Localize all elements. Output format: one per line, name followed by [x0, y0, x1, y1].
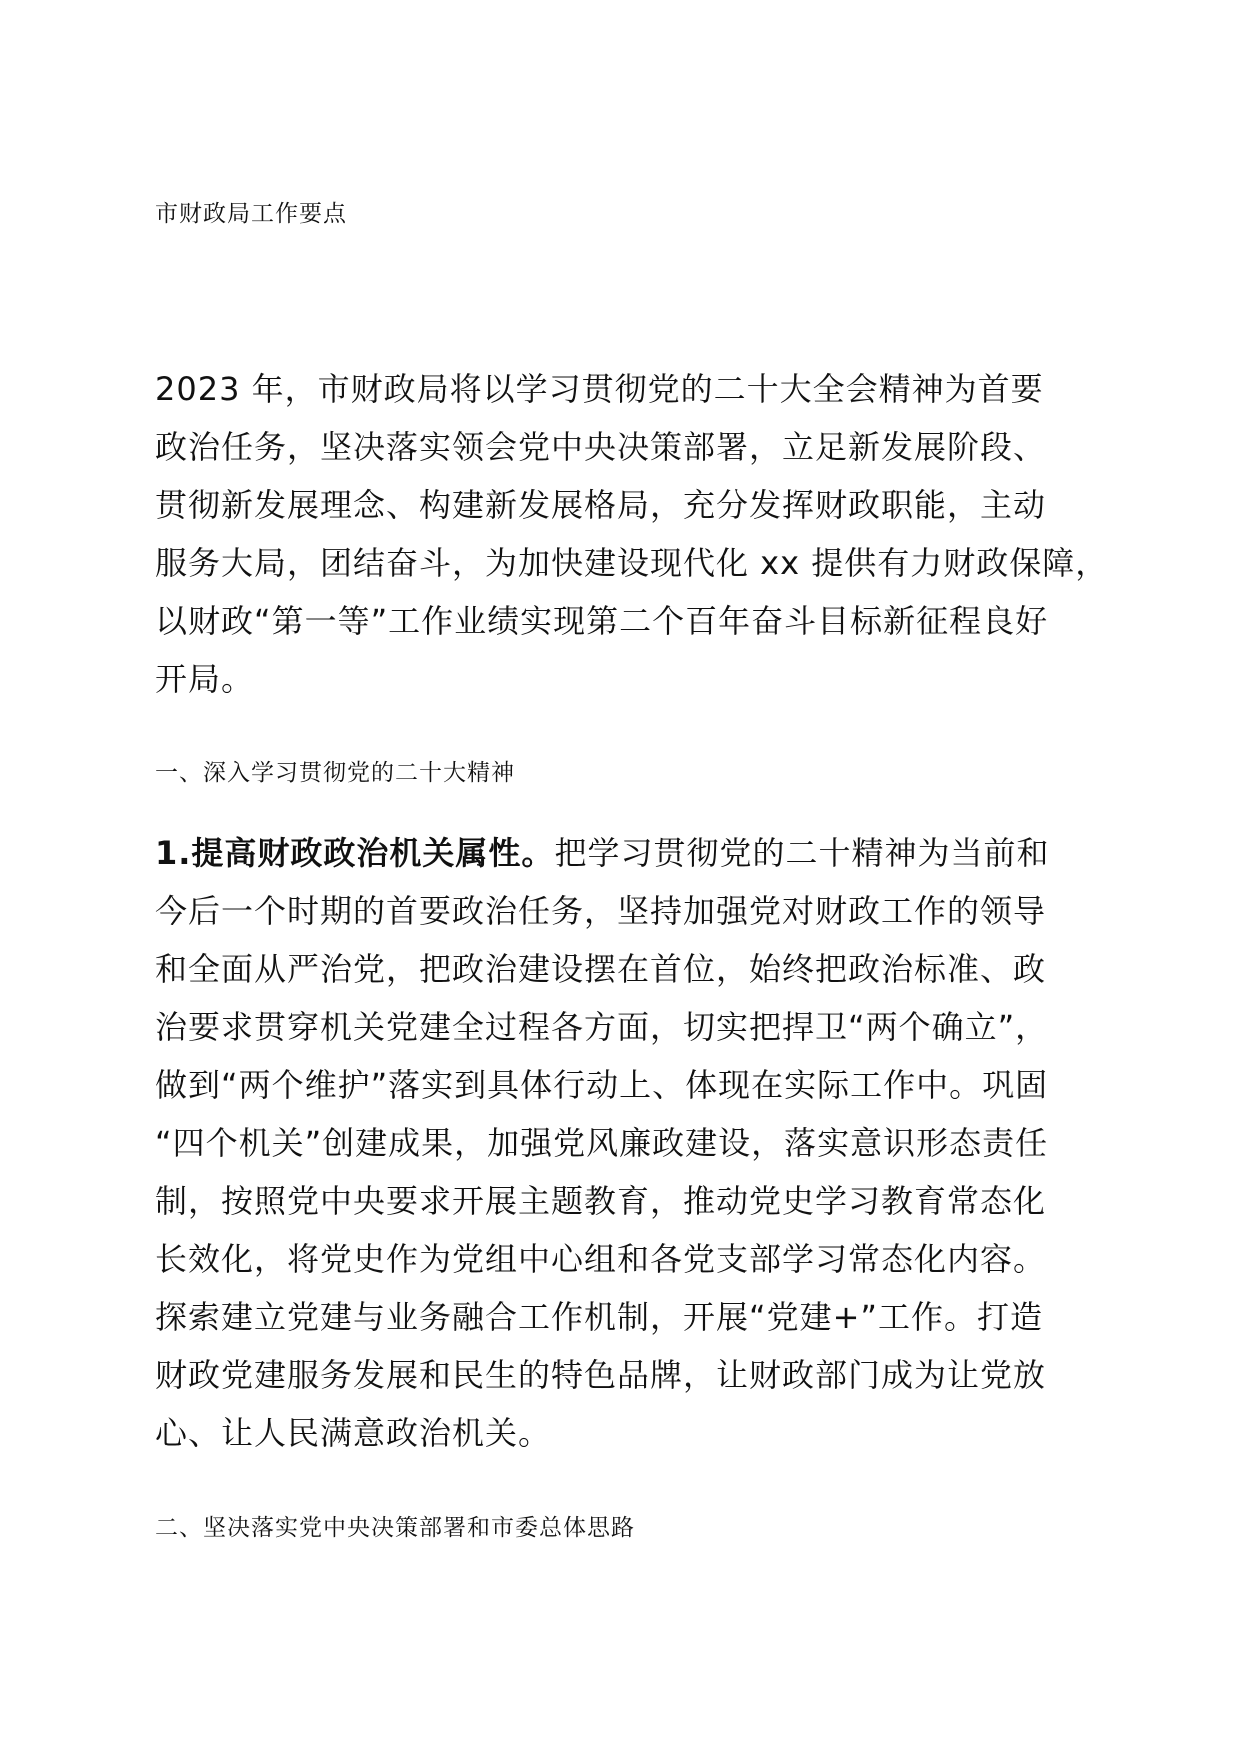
item1-line: 做到“两个维护”落实到具体行动上、体现在实际工作中。巩固: [155, 1066, 1049, 1104]
item1-line: 长效化，将党史作为党组中心组和各党支部学习常态化内容。: [155, 1240, 1047, 1278]
item1-line: “四个机关”创建成果，加强党风廉政建设，落实意识形态责任: [155, 1124, 1049, 1162]
intro-line: 服务大局，团结奋斗，为加快建设现代化 xx 提供有力财政保障，: [155, 544, 1109, 582]
item1-lead: 1.提高财政政治机关属性。: [155, 834, 555, 872]
intro-line: 贯彻新发展理念、构建新发展格局，充分发挥财政职能，主动: [155, 486, 1047, 524]
item1-line: 今后一个时期的首要政治任务，坚持加强党对财政工作的领导: [155, 892, 1047, 930]
document-title: 市财政局工作要点: [155, 201, 347, 227]
section1-heading: 一、深入学习贯彻党的二十大精神: [155, 760, 515, 786]
section2-heading: 二、坚决落实党中央决策部署和市委总体思路: [155, 1515, 635, 1541]
item1-line: 心、让人民满意政治机关。: [155, 1414, 552, 1452]
item1-line: 治要求贯穿机关党建全过程各方面，切实把捍卫“两个确立”，: [155, 1008, 1049, 1046]
intro-line: 开局。: [155, 660, 255, 698]
intro-line: 以财政“第一等”工作业绩实现第二个百年奋斗目标新征程良好: [155, 602, 1049, 640]
item1-first-rest: 把学习贯彻党的二十精神为当前和: [554, 834, 1050, 872]
item1-line: 制，按照党中央要求开展主题教育，推动党史学习教育常态化: [155, 1182, 1047, 1220]
intro-line: 政治任务，坚决落实领会党中央决策部署，立足新发展阶段、: [155, 428, 1047, 466]
intro-line: 2023 年，市财政局将以学习贯彻党的二十大全会精神为首要: [155, 370, 1044, 408]
item1-line: 财政党建服务发展和民生的特色品牌，让财政部门成为让党放: [155, 1356, 1047, 1394]
item1-first-line: [155, 824, 1115, 882]
item1-line: 和全面从严治党，把政治建设摆在首位，始终把政治标准、政: [155, 950, 1047, 988]
item1-line: 探索建立党建与业务融合工作机制，开展“党建+”工作。打造: [155, 1298, 1043, 1336]
intro-paragraph: [155, 360, 1115, 708]
item1-paragraph: [155, 824, 1115, 1462]
